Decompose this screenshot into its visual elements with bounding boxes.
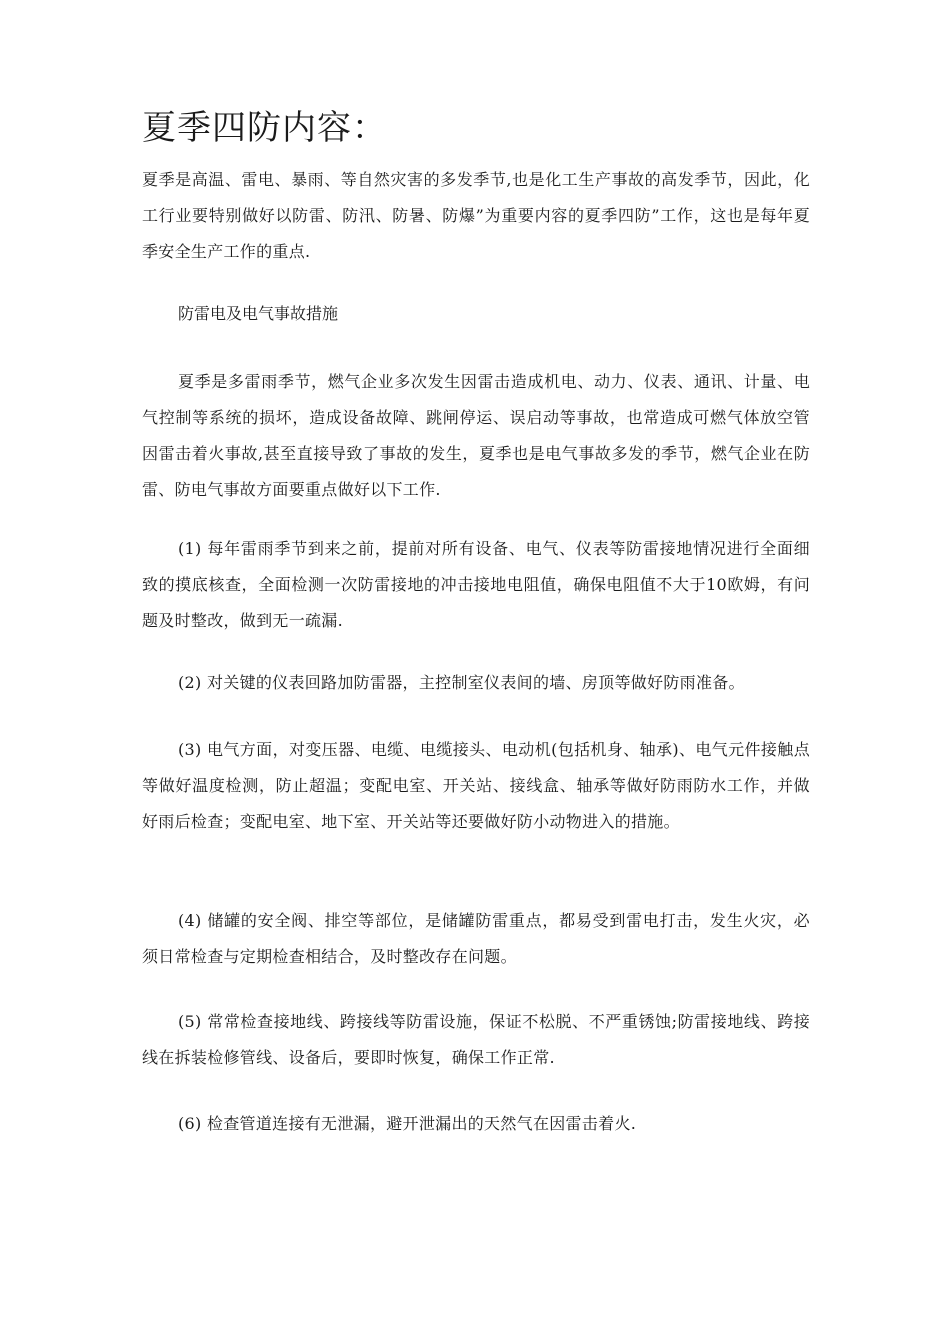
intro-paragraph: 夏季是高温、雷电、暴雨、等自然灾害的多发季节,也是化工生产事故的高发季节，因此，化工行业要特别做好以防雷、防汛、防暑、防爆”为重要内容的夏季四防”工作，这也是每年夏季安全生产工作的重点. [142,170,810,261]
list-item: (2) 对关键的仪表回路加防雷器，主控制室仪表间的墙、房顶等做好防雨准备。 [178,673,745,692]
list-item: (5) 常常检查接地线、跨接线等防雷设施，保证不松脱、不严重锈蚀;防雷接地线、跨接线在拆装检修管线、设备后，要即时恢复，确保工作正常. [142,1012,810,1067]
list-item: (3) 电气方面，对变压器、电缆、电缆接头、电动机(包括机身、轴承)、电气元件接触点等做好温度检测，防止超温；变配电室、开关站、接线盒、轴承等做好防雨防水工作，并做好雨后检查；变配电室、地下室、开关站等还要做好防小动物进入的措施。 [142,740,810,831]
section-heading: 防雷电及电气事故措施 [178,304,339,323]
page-title: 夏季四防内容： [142,108,387,148]
section-intro-paragraph: 夏季是多雷雨季节，燃气企业多次发生因雷击造成机电、动力、仪表、通讯、计量、电气控制等系统的损坏，造成设备故障、跳闸停运、误启动等事故，也常造成可燃气体放空管因雷击着火事故,甚至直接导致了事故的发生，夏季也是电气事故多发的季节，燃气企业在防雷、防电气事故方面要重点做好以下工作. [142,372,810,499]
list-item: (4) 储罐的安全阀、排空等部位，是储罐防雷重点，都易受到雷电打击，发生火灾，必须日常检查与定期检查相结合，及时整改存在问题。 [142,911,810,966]
list-item: (1) 每年雷雨季节到来之前，提前对所有设备、电气、仪表等防雷接地情况进行全面细致的摸底核查，全面检测一次防雷接地的冲击接地电阻值，确保电阻值不大于10欧姆，有问题及时整改，做到无一疏漏. [142,539,810,630]
list-item: (6) 检查管道连接有无泄漏，避开泄漏出的天然气在因雷击着火. [178,1114,637,1133]
